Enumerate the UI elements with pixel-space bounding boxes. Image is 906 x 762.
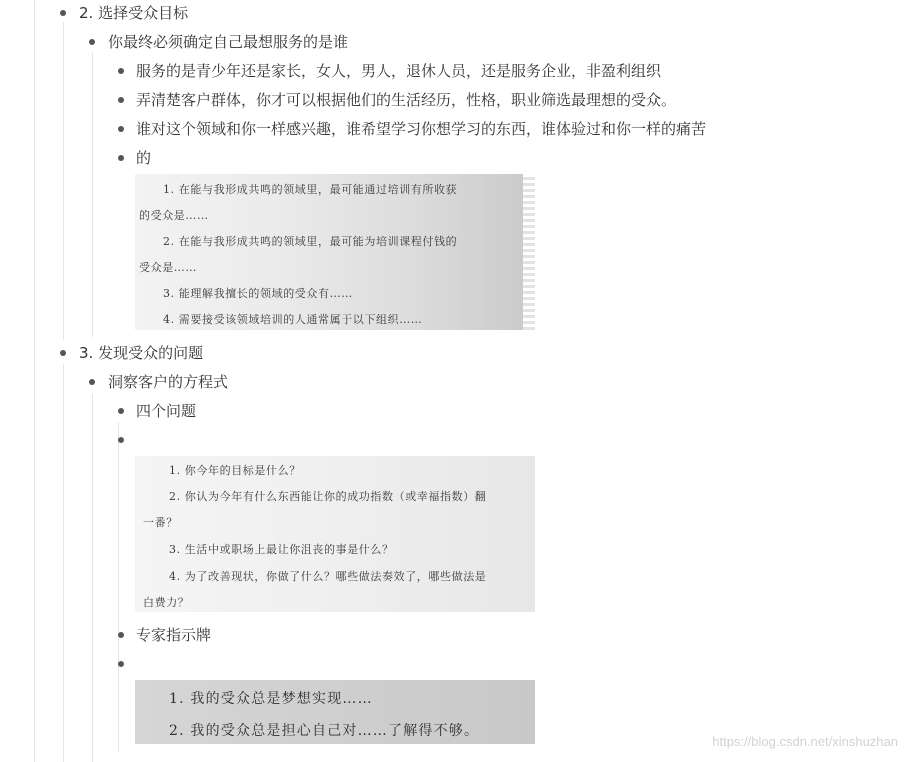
list-item: [0, 60, 800, 86]
bullet-icon: [118, 126, 124, 132]
list-item: [0, 624, 400, 650]
section-3-title: 3. 发现受众的问题: [79, 344, 204, 362]
bullet-icon: [118, 437, 124, 443]
list-item-customer-insight: [0, 371, 600, 397]
bullet-icon: [89, 379, 95, 385]
bullet-icon: [118, 632, 124, 638]
outline-guide-level-4: [118, 422, 119, 752]
bullet-icon: [118, 661, 124, 667]
list-item-target-audience: [0, 31, 600, 57]
excerpt-line: 2. 我的受众总是担心自己对……了解得不够。: [169, 723, 480, 739]
section-2-title: 2. 选择受众目标: [79, 4, 189, 22]
bullet-icon: [60, 350, 66, 356]
list-item-text: 四个问题: [136, 402, 197, 420]
bullet-icon: [118, 155, 124, 161]
excerpt-line: 1. 我的受众总是梦想实现……: [169, 691, 373, 707]
list-item-image: [0, 653, 400, 679]
book-excerpt-image: [135, 456, 535, 612]
list-item-image: [0, 429, 400, 455]
excerpt-line: 白费力？: [143, 596, 190, 609]
excerpt-line: 一番？: [143, 516, 178, 529]
list-item-section-3: [0, 342, 600, 368]
list-item-text: 弄清楚客户群体，你才可以根据他们的生活经历，性格，职业筛选最理想的受众。: [136, 91, 677, 109]
list-item: [0, 118, 800, 144]
excerpt-line: 1. 你今年的目标是什么？: [169, 464, 301, 477]
book-excerpt-image: [135, 680, 535, 744]
bullet-icon: [118, 68, 124, 74]
bullet-icon: [118, 97, 124, 103]
watermark-text: https://blog.csdn.net/xinshuzhan: [712, 734, 898, 749]
bullet-icon: [118, 408, 124, 414]
excerpt-line: 2. 在能与我形成共鸣的领域里，最可能为培训课程付钱的: [163, 235, 458, 248]
excerpt-line: 受众是……: [139, 261, 197, 274]
list-item: [0, 147, 400, 173]
list-item-text: 的: [136, 149, 152, 167]
excerpt-line: 3. 生活中或职场上最让你沮丧的事是什么？: [169, 543, 394, 556]
subsection-title: 洞察客户的方程式: [108, 373, 229, 391]
excerpt-line: 2. 你认为今年有什么东西能让你的成功指数（或幸福指数）翻: [169, 490, 487, 503]
list-item-text: 服务的是青少年还是家长，女人，男人，退休人员，还是服务企业，非盈利组织: [136, 62, 662, 80]
list-item-text: 专家指示牌: [136, 626, 212, 644]
list-item: [0, 400, 400, 426]
bullet-icon: [89, 39, 95, 45]
list-item-text: 谁对这个领域和你一样感兴趣，谁希望学习你想学习的东西，谁体验过和你一样的痛苦: [136, 120, 707, 138]
excerpt-line: 3. 能理解我擅长的领域的受众有……: [163, 287, 353, 300]
excerpt-line: 的受众是……: [139, 209, 209, 222]
torn-page-edge: [523, 174, 535, 330]
excerpt-line: 4. 为了改善现状，你做了什么？哪些做法奏效了，哪些做法是: [169, 570, 487, 583]
bullet-icon: [60, 10, 66, 16]
list-item: [0, 89, 800, 115]
book-excerpt-image: [135, 174, 535, 330]
excerpt-line: 1. 在能与我形成共鸣的领域里，最可能通过培训有所收获: [163, 183, 458, 196]
subsection-title: 你最终必须确定自己最想服务的是谁: [108, 33, 349, 51]
list-item-section-2: [0, 2, 600, 28]
excerpt-line: 4. 需要接受该领域培训的人通常属于以下组织……: [163, 313, 423, 326]
